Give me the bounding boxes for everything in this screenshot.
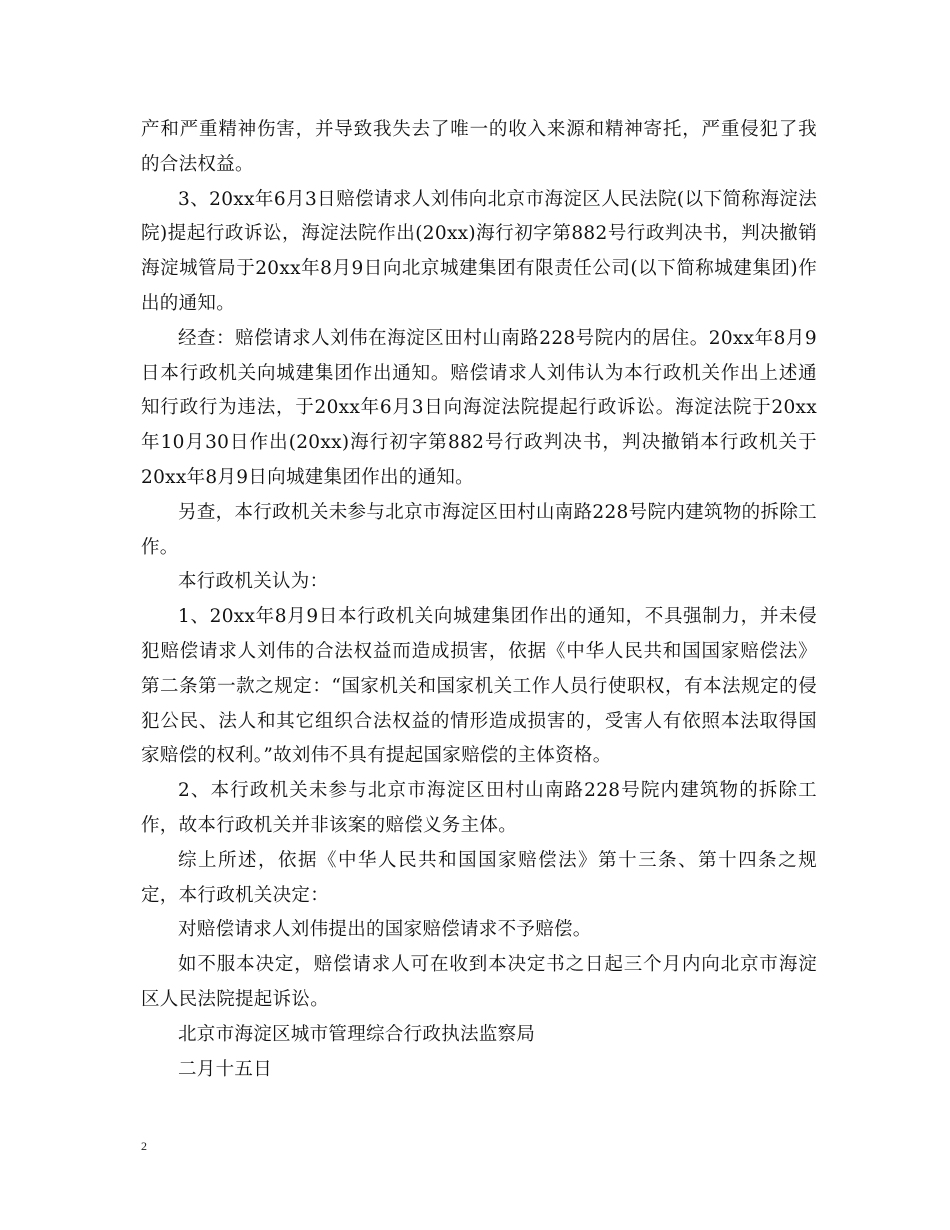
paragraph-further-findings: 另查，本行政机关未参与北京市海淀区田村山南路228号院内建筑物的拆除工作。 [141, 501, 817, 558]
paragraph-summary: 综上所述，依据《中华人民共和国国家赔偿法》第十三条、第十四条之规定，本行政机关决定： [141, 849, 817, 906]
paragraph-findings: 经查：赔偿请求人刘伟在海淀区田村山南路228号院内的居住。20xx年8月9日本行政机关向城建集团作出通知。赔偿请求人刘伟认为本行政机关作出上述通知行政行为违法，于20xx年6月3日向海淀法院提起行政诉讼。海淀法院于20xx年10月30日作出(20xx)海行初字第882号行政判决书，判决撤销本行政机关于20xx年8月9日向城建集团作出的通知。 [141, 327, 817, 488]
paragraph-decision: 对赔偿请求人刘伟提出的国家赔偿请求不予赔偿。 [178, 919, 592, 941]
document-body [141, 113, 817, 1087]
page-number: 2 [141, 1139, 147, 1153]
paragraph-opinion-2: 2、本行政机关未参与北京市海淀区田村山南路228号院内建筑物的拆除工作，故本行政机关并非该案的赔偿义务主体。 [141, 780, 817, 836]
paragraph-continuation: 产和严重精神伤害，并导致我失去了唯一的收入来源和精神寄托，严重侵犯了我的合法权益。 [141, 119, 817, 175]
paragraph-appeal-notice: 如不服本决定，赔偿请求人可在收到本决定书之日起三个月内向北京市海淀区人民法院提起诉讼。 [141, 954, 817, 1010]
signature-agency: 北京市海淀区城市管理综合行政执法监察局 [178, 1023, 536, 1045]
paragraph-opinion-1: 1、20xx年8月9日本行政机关向城建集团作出的通知，不具强制力，并未侵犯赔偿请求人刘伟的合法权益而造成损害，依据《中华人民共和国国家赔偿法》第二条第一款之规定：“国家机关和国家机关工作人员行使职权，有本法规定的侵犯公民、法人和其它组织合法权益的情形造成损害的，受害人有依照本法取得国家赔偿的权利。”故刘伟不具有提起国家赔偿的主体资格。 [141, 606, 817, 767]
paragraph-agency-opinion: 本行政机关认为： [178, 571, 329, 593]
paragraph-item-3: 3、20xx年6月3日赔偿请求人刘伟向北京市海淀区人民法院(以下简称海淀法院)提起行政诉讼，海淀法院作出(20xx)海行初字第882号行政判决书，判决撤销海淀城管局于20xx年8月9日向北京城建集团有限责任公司(以下简称城建集团)作出的通知。 [141, 188, 817, 314]
signature-date: 二月十五日 [178, 1058, 273, 1080]
